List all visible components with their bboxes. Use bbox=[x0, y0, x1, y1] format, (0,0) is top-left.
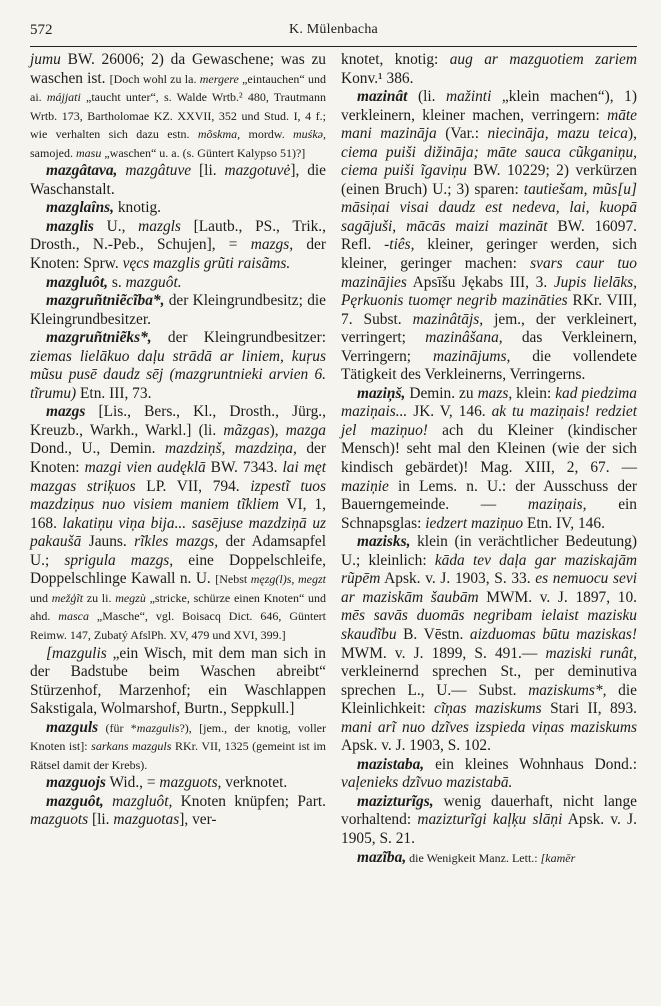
entry-text bbox=[225, 440, 235, 457]
entry-text: mazdziņš, bbox=[165, 440, 226, 458]
entry-text: der Kleingrundbesitz; die Kleingrundbesitzer. bbox=[30, 292, 326, 328]
entry-text: maziņie bbox=[341, 477, 389, 495]
entry-text: VI, 1, 168. bbox=[30, 496, 326, 532]
continued-paragraph bbox=[341, 51, 637, 88]
entry-text: Jupis lielāks, Pęrkuonis tuomęr negrib mazināties bbox=[341, 273, 637, 310]
headword: mazgluôt, bbox=[46, 273, 109, 291]
entry-text: die Wenigkeit Manz. Lett.: bbox=[406, 850, 541, 865]
entry-text: „taucht unter“, s. Walde Wrtb.² 480, Trautmann Wrtb. 173, Bartholomae KZ. XXVII, 352 und Stud. I, 4 f.; wie verhalten sich dazu estn. bbox=[30, 90, 326, 142]
entry-text: mežģĩt bbox=[51, 590, 84, 605]
dictionary-entry bbox=[341, 385, 637, 533]
entry-text: knotet, knotig: bbox=[341, 51, 450, 68]
headword: mazinât bbox=[357, 88, 408, 106]
entry-text: kleiner, geringer werden, sich kleiner, geringer machen: bbox=[341, 236, 637, 273]
dictionary-entry bbox=[30, 719, 326, 775]
headword: mazgruñtniẽcĩba*, bbox=[46, 292, 165, 310]
entry-text: der Knoten: bbox=[30, 440, 326, 477]
entry-text: mordw. bbox=[240, 127, 294, 142]
entry-text: JK. V, 146. bbox=[407, 403, 492, 421]
entry-text: Apsīšu Jękabs III, 3. bbox=[406, 273, 554, 291]
entry-text: zu li. bbox=[83, 590, 116, 605]
entry-text: mazguôt. bbox=[125, 273, 182, 291]
entry-text: kad piedzima maziņais... bbox=[341, 384, 637, 421]
entry-text: Demin. zu bbox=[405, 384, 478, 402]
entry-text: mazgs, bbox=[250, 236, 294, 254]
dictionary-entry bbox=[341, 533, 637, 756]
entry-text: mazinâtājs, bbox=[412, 310, 484, 328]
entry-text: ach du Kleiner (kindischer Mensch)! seht mal den Kleinen (wie der sich kindisch gebärdet)! Mag. XIII, 2, 67. — bbox=[341, 421, 637, 477]
dictionary-entry bbox=[30, 162, 326, 199]
entry-text: BW. 7343. bbox=[205, 459, 283, 477]
headword: mazizturĩgs, bbox=[357, 792, 434, 810]
text-columns bbox=[30, 51, 637, 867]
entry-text: mani arĩ nuo dzĩves izspieda viņas maziskums bbox=[341, 718, 637, 736]
right-column bbox=[341, 51, 637, 867]
entry-text: Apsk. v. J. 1903, S. 102. bbox=[341, 737, 491, 755]
entry-text: Stari II, 893. bbox=[541, 700, 637, 718]
entry-text: mazs, bbox=[477, 384, 513, 402]
entry-text: RKr. VII, 1325 (gemeint ist im Rätsel damit der Krebs). bbox=[30, 739, 326, 772]
entry-text: samojed. bbox=[30, 145, 76, 160]
entry-text: verkleinernd sprechen St., per deminutiva sprechen L., U.— Subst. bbox=[341, 663, 637, 699]
entry-text: Jauns. bbox=[81, 533, 135, 551]
entry-text: „stricke, schürze einen Knoten“ und ahd. bbox=[30, 590, 326, 624]
entry-text bbox=[104, 793, 112, 810]
entry-text: s. bbox=[108, 273, 126, 291]
entry-text: mõskma, bbox=[197, 127, 241, 142]
entry-text: [kamēr bbox=[540, 850, 576, 865]
entry-text: ak tu maziņais! redziet jel maziņuo! bbox=[341, 403, 637, 439]
entry-text: mazgâtuve bbox=[125, 162, 192, 180]
entry-text: B. Vēstn. bbox=[396, 625, 470, 643]
entry-text: jem., der verkleinert, verringert; bbox=[341, 310, 637, 347]
entry-text: mazgls bbox=[138, 217, 181, 235]
entry-text: [Lis., Bers., Kl., Drosth., Jürg., Kreuzb., Warkh., Warkl.] (li. bbox=[30, 403, 326, 439]
entry-text: izpestĩ tuos mazdziņus nuo visiem maniem tĩkliem bbox=[30, 477, 326, 514]
headword: mazglis bbox=[46, 217, 94, 235]
headword: maziņš, bbox=[357, 384, 406, 402]
entry-text: ein kleines Wohnhaus Dond.: bbox=[424, 755, 637, 773]
entry-text: masca bbox=[58, 609, 89, 624]
dictionary-entry bbox=[341, 756, 637, 793]
entry-text: mazgi vien audęklā bbox=[84, 459, 206, 477]
entry-text: sarkans mazguls bbox=[91, 739, 172, 754]
entry-text: Apsk. v. J. 1905, S. 21. bbox=[341, 811, 637, 847]
entry-text: męzg(l)s, bbox=[250, 572, 295, 587]
entry-text: -tiês, bbox=[384, 236, 415, 254]
entry-text: in Lems. n. U.: der Ausschuss der Bauerngemeinde. — bbox=[341, 477, 637, 514]
entry-text: masu bbox=[76, 145, 102, 160]
dictionary-entry bbox=[341, 88, 637, 385]
entry-text: svars caur tuo mazinājies bbox=[341, 255, 637, 291]
entry-text: megzt bbox=[298, 572, 327, 587]
entry-text: rĩkles mazgs, bbox=[134, 533, 219, 551]
headword: mazgâtava, bbox=[46, 162, 118, 180]
entry-text: LP. VII, 794. bbox=[135, 477, 251, 495]
entry-text: mazga bbox=[285, 421, 326, 439]
entry-text: muśkə, bbox=[293, 127, 327, 142]
entry-text: (Var.: bbox=[436, 125, 488, 143]
header-rule bbox=[30, 46, 637, 47]
entry-text: tautiešam, mũs[u] māsiņai visai daudz est nedeva, lai, kuopā sagājuši, mācās maizi mazināt bbox=[341, 180, 637, 235]
entry-text: māte mani mazināja bbox=[341, 106, 637, 143]
headword: mazĩba, bbox=[357, 848, 407, 866]
entry-text: „ein Wisch, mit dem man sich in der Badstube beim Waschen abreibt“ Stürzenhof, Marzenhof; ein Waschlappen Sakstigala, Wolmarshof, Burtn., Seppkull.] bbox=[30, 644, 326, 718]
entry-text: vaļenieks dzĩvuo mazistabā. bbox=[341, 774, 513, 792]
entry-text: aizduomas būtu maziskas! bbox=[469, 625, 637, 643]
entry-text: Konv.¹ 386. bbox=[341, 69, 414, 87]
entry-text: BW. 26006; 2) da Gewaschene; was zu waschen ist. bbox=[30, 51, 326, 87]
entry-text: Dond., U., Demin. bbox=[30, 440, 165, 458]
entry-text: ein Schnapsglas: bbox=[341, 496, 637, 532]
entry-text: Knoten knüpfen; Part. bbox=[172, 792, 326, 810]
entry-text: BW. 10229; 2) verkürzen (einen Bruch) U.; 3) sparen: bbox=[341, 162, 638, 198]
entry-text: aug ar mazguotiem zariem bbox=[449, 51, 637, 68]
headword: mazglaîns, bbox=[46, 199, 114, 217]
headword: mazistaba, bbox=[357, 755, 425, 773]
dictionary-entry bbox=[30, 774, 326, 793]
page-header bbox=[30, 22, 637, 44]
entry-text: die vollendete Tätigkeit des Verkleinerns, Verringerns. bbox=[341, 347, 637, 384]
entry-text: (für * bbox=[98, 720, 137, 735]
entry-text: Wid., = bbox=[105, 774, 160, 792]
entry-text: MWM. v. J. 1899, S. 491.— bbox=[341, 644, 546, 662]
headword: mazgruñtniẽks*, bbox=[46, 329, 152, 347]
running-head: K. Mülenbacha bbox=[289, 22, 378, 37]
dictionary-entry bbox=[30, 274, 326, 293]
entry-text: eine Doppelschleife, Doppelschlinge Kawall n. U. bbox=[30, 551, 326, 588]
entry-text: „klein machen“), 1) verkleinern, kleiner machen, verringern: bbox=[341, 88, 637, 124]
entry-text: MWM. v. J. 1897, 10. bbox=[478, 588, 637, 606]
entry-text: ], die Waschanstalt. bbox=[30, 162, 326, 198]
entry-text: niecināja, mazu teica bbox=[487, 125, 629, 143]
entry-text: (li. bbox=[407, 88, 447, 106]
entry-text: sprigula mazgs, bbox=[64, 551, 174, 569]
entry-text: jumu bbox=[30, 51, 61, 68]
entry-text: [mazgulis bbox=[46, 644, 107, 662]
entry-text: [Lautb., PS., Trik., Drosth., N.-Peb., Schujen], = bbox=[30, 217, 326, 254]
page-number: 572 bbox=[30, 22, 53, 38]
entry-text: [Nebst bbox=[215, 572, 251, 587]
entry-text: ), bbox=[628, 125, 637, 143]
entry-text: [li. bbox=[88, 811, 114, 829]
entry-text: klein: bbox=[512, 384, 556, 402]
entry-text: mazdziņa, bbox=[234, 440, 297, 458]
entry-text: mazinājums, bbox=[432, 347, 511, 365]
dictionary-entry bbox=[30, 329, 326, 403]
entry-text: maziski runât, bbox=[545, 644, 638, 662]
entry-text: kāda tev daļa gar maziskajām rũpēm bbox=[341, 551, 638, 588]
entry-text: verknotet. bbox=[221, 774, 288, 792]
entry-text: iedzert maziņuo bbox=[425, 514, 524, 532]
entry-text: mazgluôt, bbox=[112, 792, 173, 810]
entry-text: „eintauchen“ und ai. bbox=[30, 71, 327, 105]
entry-text: mazguots, bbox=[159, 774, 222, 792]
dictionary-entry bbox=[341, 793, 637, 849]
entry-text: der Adamsapfel U.; bbox=[30, 533, 327, 569]
entry-text: und bbox=[30, 590, 52, 605]
entry-text: das Verkleinern, Verringern; bbox=[341, 329, 637, 365]
entry-text: mazgotuvė bbox=[224, 162, 291, 180]
entry-text: mazgulis bbox=[136, 720, 180, 735]
entry-text: maziskums*, bbox=[528, 681, 607, 699]
entry-text: mažinti bbox=[446, 88, 492, 106]
entry-text: ], ver- bbox=[179, 811, 217, 829]
entry-text: mergere bbox=[199, 71, 239, 86]
entry-text: maziņais, bbox=[527, 496, 587, 514]
continued-paragraph bbox=[30, 51, 326, 162]
entry-text: „Masche“, vgl. Boisacq Dict. 646, Güntert Reimw. 147, Zubatý AfslPh. XV, 479 und XVI, 399.] bbox=[30, 609, 327, 642]
dictionary-entry bbox=[30, 793, 326, 830]
entry-text: BW. 16097. Refl. bbox=[341, 217, 637, 254]
entry-text: vęcs mazglis grũti raisãms. bbox=[122, 255, 291, 273]
entry-text: ), bbox=[269, 421, 286, 439]
entry-text: der Kleingrundbesitzer: bbox=[151, 329, 326, 347]
entry-text: [Doch wohl zu la. bbox=[109, 71, 200, 86]
entry-text: mazinâšana, bbox=[425, 329, 503, 347]
entry-text: RKr. VIII, 7. Subst. bbox=[341, 292, 637, 328]
entry-text: Etn. IV, 146. bbox=[523, 514, 605, 532]
entry-text: „waschen“ u. a. (s. Güntert Kalypso 51)?] bbox=[101, 145, 306, 160]
dictionary-entry bbox=[341, 849, 637, 868]
entry-text: ?), [jem., der knotig, voller Knoten ist]: bbox=[30, 720, 326, 754]
entry-text: megzù bbox=[115, 590, 146, 605]
dictionary-entry bbox=[30, 645, 326, 719]
entry-text: der Knoten: Sprw. bbox=[30, 236, 327, 273]
entry-text: ziemas lielākuo daļu strādā ar liniem, kuŗus mũsu pusē daudz sēj (mazgruntnieki arvien 6. tĩrumu) bbox=[30, 347, 326, 402]
headword: mazguojs bbox=[46, 774, 106, 792]
entry-text: U., bbox=[93, 217, 139, 235]
dictionary-entry bbox=[30, 403, 326, 644]
entry-text: mazguots bbox=[30, 811, 89, 829]
headword: mazisks, bbox=[357, 533, 411, 551]
entry-text: es nemuocu sevi ar maziskām šaubām bbox=[341, 570, 637, 606]
entry-text: die Kleinlichkeit: bbox=[341, 681, 637, 718]
headword: mazguls bbox=[46, 718, 99, 736]
entry-text: mazizturĩgi kaļķu slāņi bbox=[417, 811, 563, 829]
headword: mazgs bbox=[46, 403, 86, 421]
entry-text: mãzgas bbox=[223, 421, 270, 439]
entry-text: mazguotas bbox=[113, 811, 180, 829]
entry-text: knotig. bbox=[114, 199, 162, 217]
dictionary-entry bbox=[30, 292, 326, 329]
entry-text: [li. bbox=[191, 162, 225, 180]
entry-text: cĩņas maziskums bbox=[434, 700, 542, 718]
entry-text: klein (in verächtlicher Bedeutung) U.; kleinlich: bbox=[341, 533, 637, 569]
entry-text: mēs savās duomās negribam ielaist mazisku skaudĩbu bbox=[341, 607, 637, 643]
entry-text: Apsk. v. J. 1903, S. 33. bbox=[380, 570, 536, 588]
entry-text: wenig dauerhaft, nicht lange vorhaltend: bbox=[341, 792, 637, 829]
dictionary-entry bbox=[30, 218, 326, 274]
dictionary-entry bbox=[30, 199, 326, 218]
headword: mazguôt, bbox=[46, 792, 104, 810]
entry-text: lakatiņu viņa bija... sasējuse mazdziņā uz pakaušā bbox=[30, 514, 327, 551]
entry-text: Etn. III, 73. bbox=[76, 384, 152, 402]
entry-text: ciema puiši dižināja; māte sauca cũkganiņu, ciema puiši ĩgaviņu bbox=[341, 143, 637, 180]
entry-text: májjati bbox=[46, 90, 81, 105]
left-column bbox=[30, 51, 326, 867]
entry-text: lai męt mazgas striķuos bbox=[30, 459, 326, 495]
